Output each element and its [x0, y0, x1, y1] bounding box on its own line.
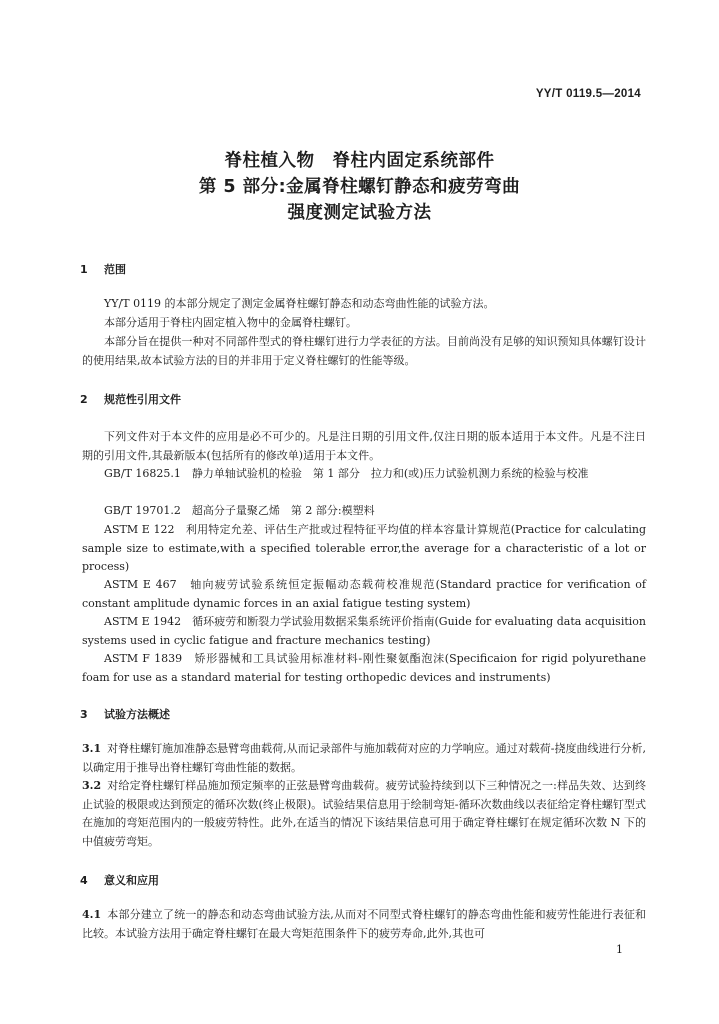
section-number: 3	[80, 708, 88, 721]
paragraph: YY/T 0119 的本部分规定了测定金属脊柱螺钉静态和动态弯曲性能的试验方法。	[104, 297, 495, 310]
paragraph: 本部分旨在提供一种对不同部件型式的脊柱螺钉进行力学表征的方法。目前尚没有足够的知识预知具体螺钉设计的使用结果,故本试验方法的目的并非用于定义脊柱螺钉的性能等级。	[82, 335, 646, 367]
clause-number: 4.1	[82, 908, 102, 921]
section-heading-significance	[80, 872, 159, 888]
section-heading-scope	[80, 261, 126, 277]
paragraph: 下列文件对于本文件的应用是必不可少的。凡是注日期的引用文件,仅注日期的版本适用于本文件。凡是不注日期的引用文件,其最新版本(包括所有的修改单)适用于本文件。	[82, 430, 646, 462]
reference-item: GB/T 16825.1 静力单轴试验机的检验 第 1 部分 拉力和(或)压力试验机测力系统的检验与校准	[104, 467, 589, 480]
clause-3-2	[82, 777, 646, 851]
page-number: 1	[616, 943, 623, 956]
reference-item: GB/T 19701.2 超高分子量聚乙烯 第 2 部分:模塑料	[104, 504, 375, 517]
document-title	[0, 148, 719, 226]
clause-text: 本部分建立了统一的静态和动态弯曲试验方法,从而对不同型式脊柱螺钉的静态弯曲性能和疲劳性能进行表征和比较。本试验方法用于确定脊柱螺钉在最大弯矩范围条件下的疲劳寿命,此外,其也可	[82, 908, 646, 940]
paragraph: 本部分适用于脊柱内固定植入物中的金属脊柱螺钉。	[104, 316, 357, 329]
section-heading-normative-references	[80, 391, 181, 407]
clause-4-1	[82, 906, 646, 943]
clause-number: 3.2	[82, 779, 102, 792]
section-heading-method-summary	[80, 706, 170, 722]
reference-item: ASTM E 122 利用特定允差、评估生产批或过程特征平均值的样本容量计算规范(Practice for calculating sample size to estimate,with a specified tolerable error,the average for a characteristic of a lot or process)	[82, 523, 646, 573]
title-line-2: 第 5 部分:金属脊柱螺钉静态和疲劳弯曲	[198, 177, 521, 197]
section-number: 1	[80, 263, 88, 276]
reference-item: ASTM E 1942 循环疲劳和断裂力学试验用数据采集系统评价指南(Guide for evaluating data acquisition systems used in cyclic fatigue and fracture mechanics testing)	[82, 615, 646, 647]
section-number: 4	[80, 874, 88, 887]
clause-text: 对脊柱螺钉施加准静态悬臂弯曲载荷,从而记录部件与施加载荷对应的力学响应。通过对载荷-挠度曲线进行分析,以确定用于推导出脊柱螺钉弯曲性能的数据。	[82, 742, 646, 774]
title-line-1: 脊柱植入物 脊柱内固定系统部件	[224, 151, 495, 171]
section-title: 试验方法概述	[104, 708, 170, 721]
reference-item: ASTM E 467 轴向疲劳试验系统恒定振幅动态载荷校准规范(Standard practice for verification of constant amplitude dynamic forces in an axial fatigue testing system)	[82, 578, 646, 610]
clause-number: 3.1	[82, 742, 102, 755]
clause-3-1	[82, 740, 646, 777]
standard-code: YY/T 0119.5—2014	[535, 88, 641, 100]
section-title: 规范性引用文件	[104, 393, 181, 406]
section-title: 意义和应用	[104, 874, 159, 887]
section-title: 范围	[104, 263, 126, 276]
reference-item: ASTM F 1839 矫形器械和工具试验用标准材料-刚性聚氨酯泡沫(Specificaion for rigid polyurethane foam for use as a standard material for testing orthopedic devices and instruments)	[82, 652, 646, 684]
clause-text: 对给定脊柱螺钉样品施加预定频率的正弦悬臂弯曲载荷。疲劳试验持续到以下三种情况之一:样品失效、达到终止试验的极限或达到预定的循环次数(终止极限)。试验结果信息用于绘制弯矩-循环次数曲线以表征给定脊柱螺钉型式在施加的弯矩范围内的一般疲劳特性。此外,在适当的情况下该结果信息可用于确定脊柱螺钉在规定循环次数 N 下的中值疲劳弯矩。	[82, 779, 646, 848]
section-number: 2	[80, 393, 88, 406]
title-line-3: 强度测定试验方法	[287, 203, 432, 223]
